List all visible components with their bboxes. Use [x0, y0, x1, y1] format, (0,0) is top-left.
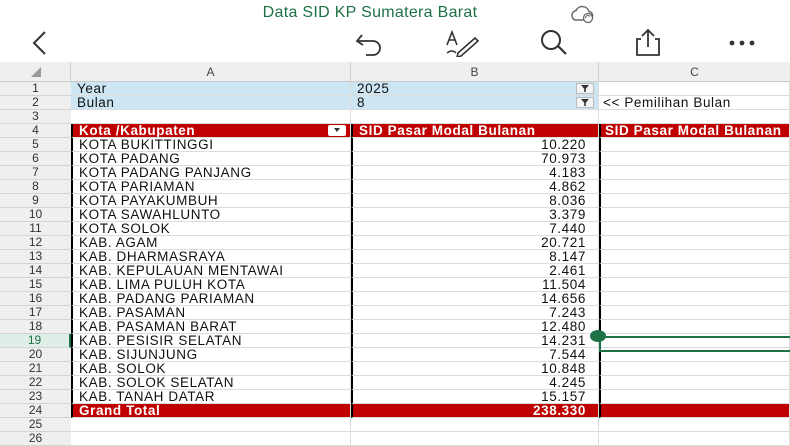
cell-a3[interactable] [71, 110, 351, 124]
column-header-c[interactable]: C [599, 62, 790, 82]
row-number[interactable]: 24 [0, 404, 71, 418]
table-row [0, 404, 790, 418]
row-number[interactable]: 19 [0, 334, 71, 348]
row-number[interactable]: 8 [0, 180, 71, 194]
cell-a7[interactable] [71, 166, 351, 180]
cell-text: 70.973 [541, 152, 586, 166]
row-number[interactable]: 6 [0, 152, 71, 166]
row-number[interactable]: 26 [0, 432, 71, 446]
table-row [0, 180, 790, 194]
cell-text: KAB. TANAH DATAR [79, 390, 216, 404]
cell-text: << Pemilihan Bulan [603, 96, 731, 110]
row-number[interactable]: 2 [0, 96, 71, 110]
cell-c10[interactable] [599, 208, 790, 222]
cell-c25[interactable] [599, 418, 790, 432]
cell-text: KAB. SOLOK [79, 362, 167, 376]
cell-c18[interactable] [599, 320, 790, 334]
cell-a24[interactable] [71, 404, 351, 418]
cell-c24[interactable] [599, 404, 790, 418]
cell-b11[interactable] [351, 222, 599, 236]
cell-a4[interactable] [71, 124, 351, 138]
pen-icon [442, 29, 482, 57]
column-header-a[interactable]: A [71, 62, 351, 82]
cell-text: KAB. AGAM [79, 236, 158, 250]
cell-text: SID Pasar Modal Bulanan [359, 124, 536, 138]
cell-b26[interactable] [351, 432, 599, 446]
share-icon [628, 28, 668, 58]
cell-text: 14.656 [541, 292, 586, 306]
cell-text: KOTA BUKITTINGGI [79, 138, 214, 152]
cell-b3[interactable] [351, 110, 599, 124]
cell-b17[interactable] [351, 306, 599, 320]
cell-c8[interactable] [599, 180, 790, 194]
row-number[interactable]: 21 [0, 362, 71, 376]
row-number[interactable]: 17 [0, 306, 71, 320]
cell-text: 8 [357, 96, 366, 110]
table-row [0, 376, 790, 390]
more-icon [722, 28, 762, 58]
cell-c12[interactable] [599, 236, 790, 250]
cell-a19[interactable] [71, 334, 351, 348]
cell-text: 8.036 [549, 194, 586, 208]
cell-text: Grand Total [79, 404, 161, 418]
cell-a25[interactable] [71, 418, 351, 432]
cell-c16[interactable] [599, 292, 790, 306]
filter-dropdown-icon[interactable] [576, 83, 594, 94]
cell-b7[interactable] [351, 166, 599, 180]
cell-a8[interactable] [71, 180, 351, 194]
table-row [0, 82, 790, 96]
cell-c9[interactable] [599, 194, 790, 208]
cell-text: 12.480 [541, 320, 586, 334]
cell-text: 10.220 [541, 138, 586, 152]
cell-a15[interactable] [71, 278, 351, 292]
row-number[interactable]: 9 [0, 194, 71, 208]
cell-text: 2.461 [549, 264, 586, 278]
cell-a22[interactable] [71, 376, 351, 390]
cell-text: KAB. SOLOK SELATAN [79, 376, 235, 390]
cell-text: 2025 [357, 82, 390, 96]
table-row [0, 320, 790, 334]
cell-text: Kota /Kabupaten [79, 124, 196, 138]
back-icon [28, 30, 52, 56]
table-row [0, 166, 790, 180]
cell-text: KOTA PADANG PANJANG [79, 166, 252, 180]
cell-text: KAB. SIJUNJUNG [79, 348, 198, 362]
row-number[interactable]: 23 [0, 390, 71, 404]
selection-box[interactable] [599, 336, 790, 352]
cell-a5[interactable] [71, 138, 351, 152]
cell-c15[interactable] [599, 278, 790, 292]
table-row [0, 292, 790, 306]
cell-text: 4.862 [549, 180, 586, 194]
more-button[interactable] [722, 28, 762, 58]
cell-a17[interactable] [71, 306, 351, 320]
cell-a6[interactable] [71, 152, 351, 166]
table-row [0, 208, 790, 222]
row-number[interactable]: 4 [0, 124, 71, 138]
cell-text: KAB. KEPULAUAN MENTAWAI [79, 264, 284, 278]
row-number[interactable]: 13 [0, 250, 71, 264]
cell-text: 7.243 [549, 306, 586, 320]
cell-c26[interactable] [599, 432, 790, 446]
cell-text: 14.231 [541, 334, 586, 348]
cell-c14[interactable] [599, 264, 790, 278]
table-row [0, 432, 790, 446]
cell-b2[interactable] [351, 96, 599, 110]
row-number[interactable]: 1 [0, 82, 71, 96]
cell-text: KOTA PADANG [79, 152, 181, 166]
cell-b9[interactable] [351, 194, 599, 208]
cell-b8[interactable] [351, 180, 599, 194]
cell-text: 3.379 [549, 208, 586, 222]
cell-a23[interactable] [71, 390, 351, 404]
undo-icon [353, 30, 387, 56]
share-button[interactable] [628, 28, 668, 58]
cell-a1[interactable] [71, 82, 351, 96]
cell-text: KAB. PASAMAN [79, 306, 186, 320]
table-row [0, 124, 790, 138]
cell-a12[interactable] [71, 236, 351, 250]
cell-c21[interactable] [599, 362, 790, 376]
cell-c7[interactable] [599, 166, 790, 180]
cell-b14[interactable] [351, 264, 599, 278]
cell-text: 4.245 [549, 376, 586, 390]
undo-button[interactable] [352, 28, 388, 58]
cell-a18[interactable] [71, 320, 351, 334]
row-number[interactable]: 20 [0, 348, 71, 362]
cell-text: 7.440 [549, 222, 586, 236]
toolbar [0, 28, 790, 62]
cell-c23[interactable] [599, 390, 790, 404]
cell-text: KAB. DHARMASRAYA [79, 250, 226, 264]
cell-c17[interactable] [599, 306, 790, 320]
document-title: Data SID KP Sumatera Barat [262, 4, 478, 21]
cell-b4[interactable] [351, 124, 599, 138]
table-row [0, 222, 790, 236]
cell-a14[interactable] [71, 264, 351, 278]
cell-text: KOTA PARIAMAN [79, 180, 196, 194]
cell-c2[interactable] [599, 96, 790, 110]
cell-b15[interactable] [351, 278, 599, 292]
table-row [0, 390, 790, 404]
table-row [0, 418, 790, 432]
cell-b25[interactable] [351, 418, 599, 432]
cell-text: 7.544 [549, 348, 586, 362]
cell-c6[interactable] [599, 152, 790, 166]
cell-text: 8.147 [549, 250, 586, 264]
cell-a21[interactable] [71, 362, 351, 376]
row-number[interactable]: 7 [0, 166, 71, 180]
row-number[interactable]: 10 [0, 208, 71, 222]
cell-text: KOTA SOLOK [79, 222, 171, 236]
cell-text: KAB. PASAMAN BARAT [79, 320, 238, 334]
cell-a11[interactable] [71, 222, 351, 236]
cell-b21[interactable] [351, 362, 599, 376]
cell-text: 20.721 [541, 236, 586, 250]
row-number[interactable]: 11 [0, 222, 71, 236]
row-number[interactable]: 25 [0, 418, 71, 432]
table-row [0, 264, 790, 278]
select-all-corner[interactable] [0, 62, 71, 82]
cell-text: 15.157 [541, 390, 586, 404]
table-row [0, 278, 790, 292]
cell-text: Bulan [77, 96, 115, 110]
cell-c4[interactable] [599, 124, 790, 138]
table-row [0, 138, 790, 152]
row-number[interactable]: 16 [0, 292, 71, 306]
cell-c13[interactable] [599, 250, 790, 264]
cell-a10[interactable] [71, 208, 351, 222]
cell-b24[interactable] [351, 404, 599, 418]
cell-b6[interactable] [351, 152, 599, 166]
cell-a9[interactable] [71, 194, 351, 208]
row-number[interactable]: 12 [0, 236, 71, 250]
cell-b22[interactable] [351, 376, 599, 390]
row-number[interactable]: 15 [0, 278, 71, 292]
cell-a16[interactable] [71, 292, 351, 306]
row-number[interactable]: 22 [0, 376, 71, 390]
cell-b1[interactable] [351, 82, 599, 96]
cell-text: 4.183 [549, 166, 586, 180]
table-row [0, 152, 790, 166]
cell-text: KAB. PESISIR SELATAN [79, 334, 243, 348]
column-header-b[interactable]: B [351, 62, 599, 82]
table-row [0, 236, 790, 250]
cloud-sync-icon[interactable] [568, 3, 598, 25]
table-row [0, 250, 790, 264]
search-icon [534, 28, 574, 58]
table-row [0, 306, 790, 320]
cell-text: SID Pasar Modal Bulanan [605, 124, 782, 138]
table-row [0, 96, 790, 110]
corner-triangle-icon [25, 65, 45, 79]
cell-text: 238.330 [533, 404, 586, 418]
selection-handle[interactable] [590, 330, 606, 342]
cell-a20[interactable] [71, 348, 351, 362]
cell-b10[interactable] [351, 208, 599, 222]
row-number[interactable]: 14 [0, 264, 71, 278]
row-number[interactable]: 18 [0, 320, 71, 334]
cell-text: Year [77, 82, 107, 96]
row-number[interactable]: 3 [0, 110, 71, 124]
cell-a2[interactable] [71, 96, 351, 110]
row-number[interactable]: 5 [0, 138, 71, 152]
table-row [0, 194, 790, 208]
filter-dropdown-icon[interactable] [576, 97, 594, 108]
search-button[interactable] [534, 28, 574, 58]
cell-text: KAB. LIMA PULUH KOTA [79, 278, 246, 292]
cell-text: 11.504 [542, 278, 586, 292]
table-row [0, 362, 790, 376]
cell-b5[interactable] [351, 138, 599, 152]
cell-a13[interactable] [71, 250, 351, 264]
cell-c3[interactable] [599, 110, 790, 124]
cell-c11[interactable] [599, 222, 790, 236]
cell-b23[interactable] [351, 390, 599, 404]
cell-text: KAB. PADANG PARIAMAN [79, 292, 255, 306]
table-row [0, 110, 790, 124]
cell-text: 10.848 [541, 362, 586, 376]
draw-button[interactable] [440, 28, 484, 58]
cell-text: KOTA PAYAKUMBUH [79, 194, 219, 208]
cell-b13[interactable] [351, 250, 599, 264]
cell-c1[interactable] [599, 82, 790, 96]
cell-b16[interactable] [351, 292, 599, 306]
cell-text: KOTA SAWAHLUNTO [79, 208, 221, 222]
cell-c5[interactable] [599, 138, 790, 152]
cell-c22[interactable] [599, 376, 790, 390]
back-button[interactable] [24, 28, 56, 58]
cell-b18[interactable] [351, 320, 599, 334]
title-bar [0, 0, 790, 28]
cell-b12[interactable] [351, 236, 599, 250]
cell-b20[interactable] [351, 348, 599, 362]
cell-a26[interactable] [71, 432, 351, 446]
cell-b19[interactable] [351, 334, 599, 348]
filter-dropdown-icon[interactable] [328, 125, 346, 136]
